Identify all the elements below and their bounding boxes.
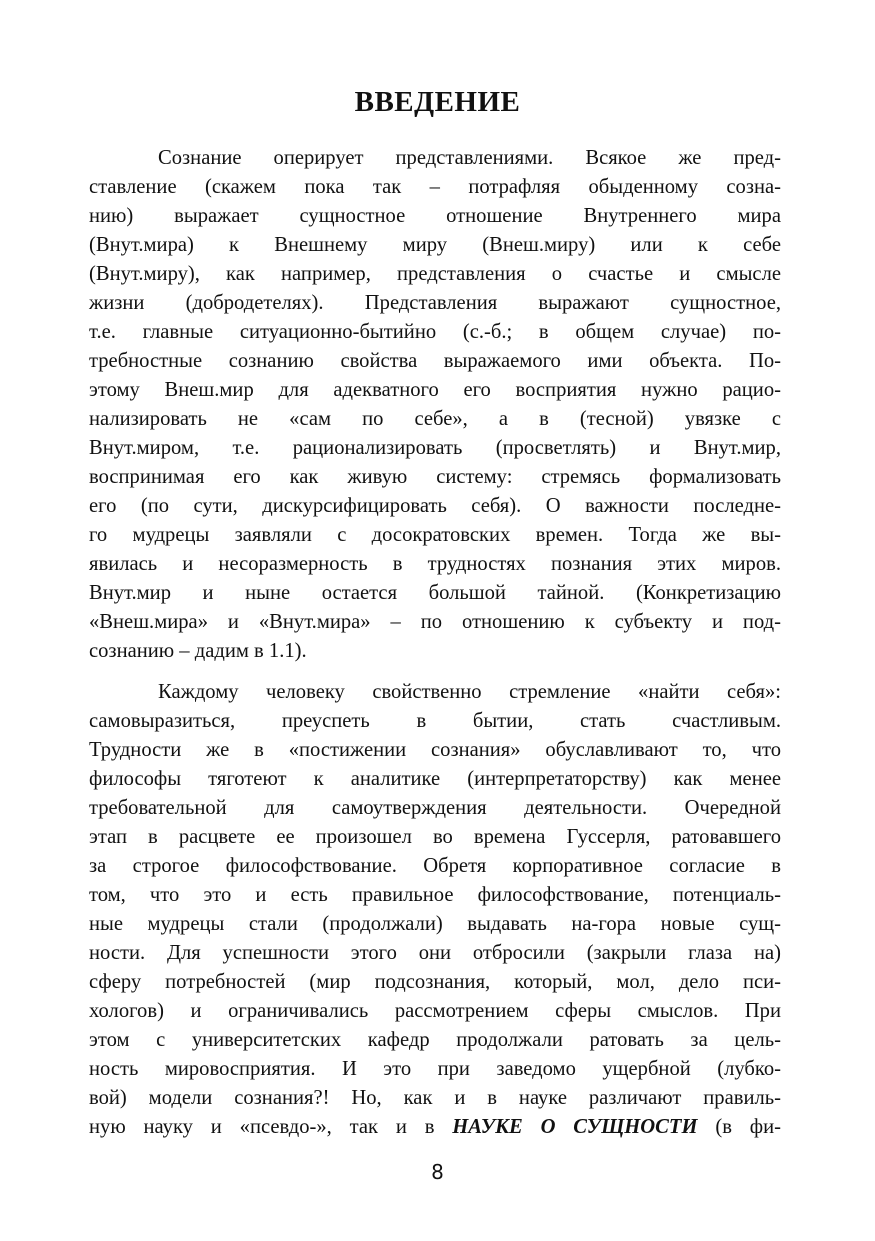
text-line: этап в расцвете ее произошел во времена Гуссерля, ратовавшего bbox=[89, 826, 781, 848]
page-title: ВВЕДЕНИЕ bbox=[354, 86, 521, 118]
text-line: явилась и несоразмерность в трудностях познания этих миров. bbox=[89, 553, 781, 575]
text-line: го мудрецы заявляли с досократовских времен. Тогда же вы- bbox=[89, 524, 781, 546]
paragraph-1 bbox=[89, 144, 781, 666]
text-line-last bbox=[89, 1113, 781, 1142]
text-line: за строгое философствование. Обретя корпоративное согласие в bbox=[89, 855, 781, 877]
text-line: нию) выражает сущностное отношение Внутреннего мира bbox=[89, 205, 781, 227]
emphasis-text: НАУКЕ О СУЩНОСТИ bbox=[452, 1116, 698, 1138]
text-line: т.е. главные ситуационно-бытийно (с.-б.; в общем случае) по- bbox=[89, 321, 781, 343]
text-line: нализировать не «сам по себе», а в (тесной) увязке с bbox=[89, 408, 781, 430]
text-line: Трудности же в «постижении сознания» обуславливают то, что bbox=[89, 739, 781, 761]
text-line: этом с университетских кафедр продолжали ратовать за цель- bbox=[89, 1029, 781, 1051]
text-line: этому Внеш.мир для адекватного его восприятия нужно рацио- bbox=[89, 379, 781, 401]
text-line: Внут.миром, т.е. рационализировать (просветлять) и Внут.мир, bbox=[89, 437, 781, 459]
text-line: Внут.мир и ныне остается большой тайной. (Конкретизацию bbox=[89, 582, 781, 604]
page-number: 8 bbox=[431, 1160, 444, 1184]
text-line: Сознание оперирует представлениями. Всякое же пред- bbox=[158, 147, 781, 169]
text-line: воспринимая его как живую систему: стремясь формализовать bbox=[89, 466, 781, 488]
text-line: (Внут.мира) к Внешнему миру (Внеш.миру) или к себе bbox=[89, 234, 781, 256]
text-line: (Внут.миру), как например, представления о счастье и смысле bbox=[89, 263, 781, 285]
text-line: хологов) и ограничивались рассмотрением сферы смыслов. При bbox=[89, 1000, 781, 1022]
text-line: ности. Для успешности этого они отбросили (закрыли глаза на) bbox=[89, 942, 781, 964]
text-line: ные мудрецы стали (продолжали) выдавать на-гора новые сущ- bbox=[89, 913, 781, 935]
paragraph-2 bbox=[89, 678, 781, 1142]
text-line: ность мировосприятия. И это при заведомо ущербной (лубко- bbox=[89, 1058, 781, 1080]
text-line: его (по сути, дискурсифицировать себя). О важности последне- bbox=[89, 495, 781, 517]
text-run: (в фи- bbox=[697, 1116, 782, 1138]
text-run: ную науку и «псевдо-», так и в bbox=[89, 1116, 453, 1138]
text-line: вой) модели сознания?! Но, как и в науке различают правиль- bbox=[89, 1087, 781, 1109]
text-line: требовательной для самоутверждения деятельности. Очередной bbox=[89, 797, 781, 819]
text-line: философы тяготеют к аналитике (интерпретаторству) как менее bbox=[89, 768, 781, 790]
text-line: самовыразиться, преуспеть в бытии, стать счастливым. bbox=[89, 710, 781, 732]
text-line: том, что это и есть правильное философствование, потенциаль- bbox=[89, 884, 781, 906]
text-line: Каждому человеку свойственно стремление «найти себя»: bbox=[158, 681, 781, 703]
text-line: сознанию – дадим в 1.1). bbox=[89, 640, 307, 662]
text-line: «Внеш.мира» и «Внут.мира» – по отношению к субъекту и под- bbox=[89, 611, 781, 633]
text-line: ставление (скажем пока так – потрафляя обыденному созна- bbox=[89, 176, 781, 198]
text-line: жизни (добродетелях). Представления выражают сущностное, bbox=[89, 292, 781, 314]
text-line: требностные сознанию свойства выражаемого ими объекта. По- bbox=[89, 350, 781, 372]
text-line: сферу потребностей (мир подсознания, который, мол, дело пси- bbox=[89, 971, 781, 993]
